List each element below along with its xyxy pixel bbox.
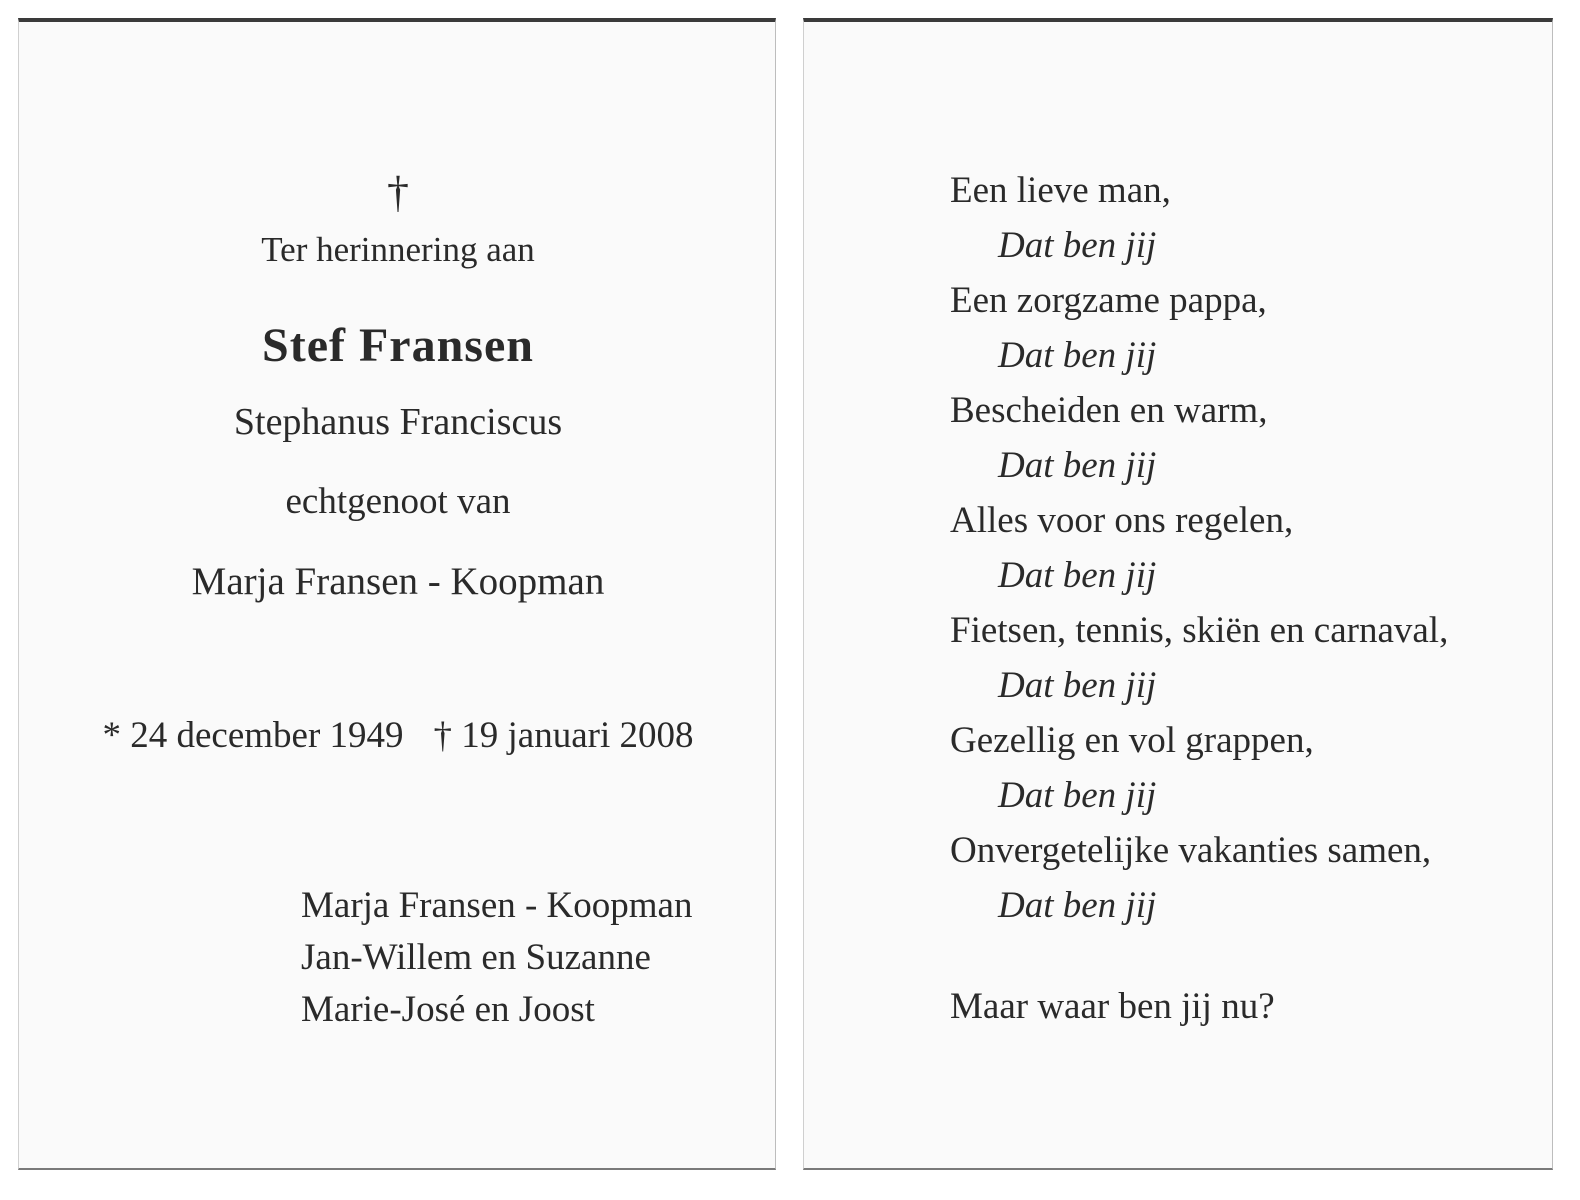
poem-refrain: Dat ben jij bbox=[998, 225, 1157, 266]
deceased-full-name: Stephanus Franciscus bbox=[233, 401, 563, 443]
poem-refrain: Dat ben jij bbox=[998, 665, 1157, 706]
poem-refrain: Dat ben jij bbox=[998, 885, 1157, 926]
death-date: † 19 januari 2008 bbox=[433, 715, 694, 756]
spouse-name: Marja Fransen - Koopman bbox=[191, 560, 605, 603]
poem-line: Onvergetelijke vakanties samen, bbox=[950, 830, 1432, 871]
poem-line: Bescheiden en warm, bbox=[950, 390, 1268, 431]
family-member: Jan-Willem en Suzanne bbox=[301, 937, 651, 978]
poem-refrain: Dat ben jij bbox=[998, 775, 1157, 816]
poem-refrain: Dat ben jij bbox=[998, 555, 1157, 596]
intro-text: Ter herinnering aan bbox=[261, 230, 535, 269]
poem-line: Alles voor ons regelen, bbox=[950, 500, 1294, 541]
memorial-card-poem bbox=[803, 18, 1553, 1170]
life-dates bbox=[19, 714, 777, 757]
poem-line: Fietsen, tennis, skiën en carnaval, bbox=[950, 610, 1449, 651]
deceased-name: Stef Fransen bbox=[262, 319, 534, 372]
poem-closing: Maar waar ben jij nu? bbox=[950, 986, 1275, 1027]
poem-line: Gezellig en vol grappen, bbox=[950, 720, 1314, 761]
poem-line: Een lieve man, bbox=[950, 170, 1171, 211]
family-member: Marie-José en Joost bbox=[301, 989, 595, 1030]
memorial-card-front bbox=[18, 18, 776, 1170]
birth-date: * 24 december 1949 bbox=[102, 715, 404, 756]
family-list bbox=[301, 880, 692, 1036]
relation-text: echtgenoot van bbox=[285, 481, 511, 522]
family-member: Marja Fransen - Koopman bbox=[301, 885, 693, 926]
poem-refrain: Dat ben jij bbox=[998, 335, 1157, 376]
poem-refrain: Dat ben jij bbox=[998, 445, 1157, 486]
poem-line: Een zorgzame pappa, bbox=[950, 280, 1267, 321]
poem bbox=[950, 163, 1448, 933]
cross-symbol: † bbox=[387, 168, 409, 217]
